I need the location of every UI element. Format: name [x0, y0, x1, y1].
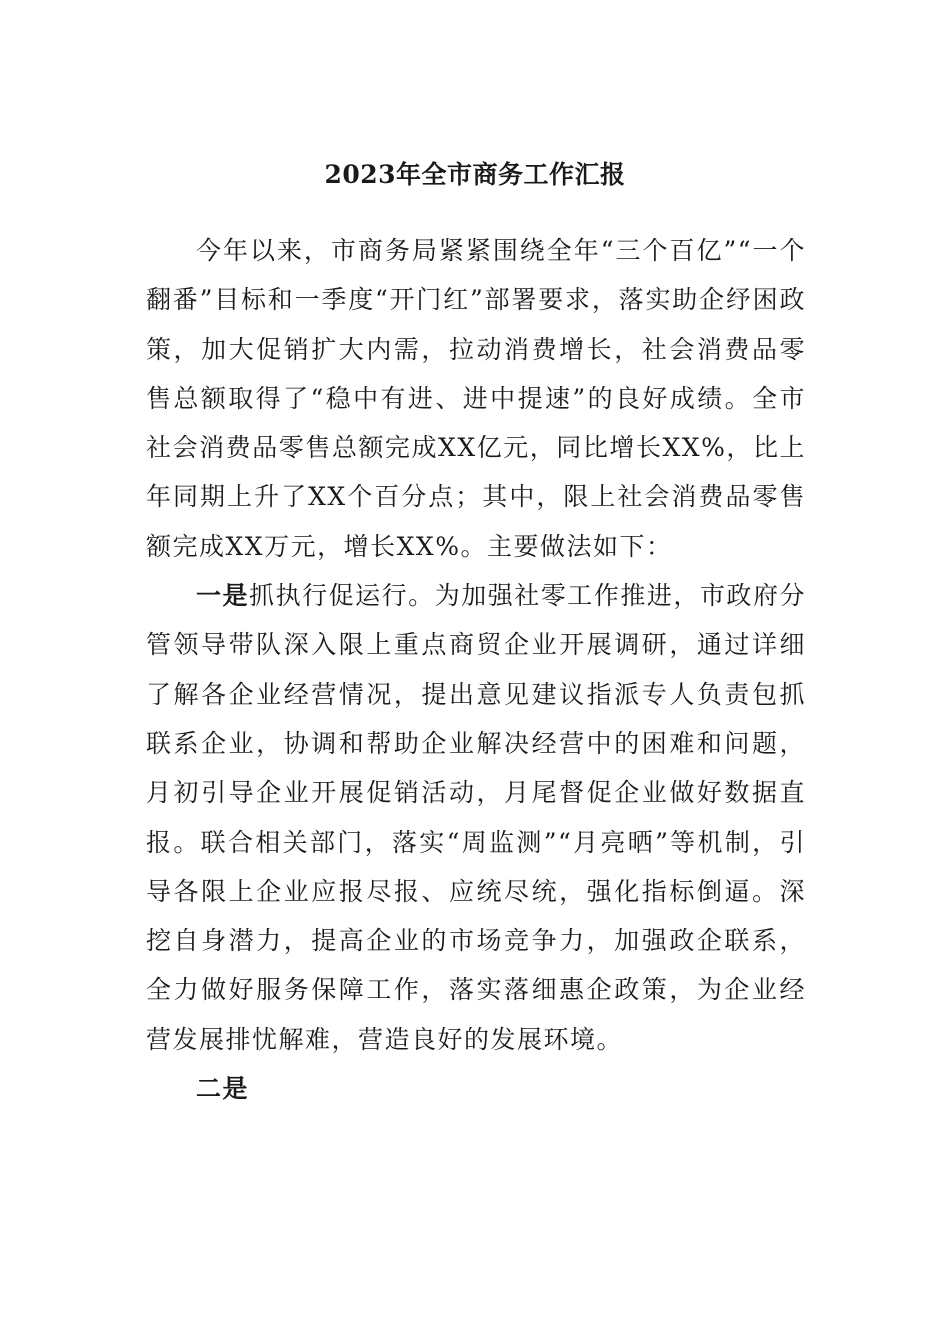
paragraph-text: 今年以来，市商务局紧紧围绕全年“三个百亿”“一个翻番”目标和一季度“开门红”部署要求，落实助企纾困政策，加大促销扩大内需，拉动消费增长，社会消费品零售总额取得了“稳中有进、进中提速”的良好成绩。全市社会消费品零售总额完成XX亿元，同比增长XX%，比上年同期上升了XX个百分点；其中，限上社会消费品零售额完成XX万元，增长XX%。主要做法如下：	[146, 236, 806, 561]
intro-paragraph	[146, 226, 806, 571]
document-body	[146, 226, 806, 1113]
point-two-paragraph	[146, 1064, 806, 1113]
point-one-paragraph	[146, 571, 806, 1064]
paragraph-lead: 一是	[196, 581, 250, 611]
document-title: 2023年全市商务工作汇报	[324, 160, 626, 189]
paragraph-lead: 二是	[196, 1074, 250, 1104]
paragraph-text: 抓执行促运行。为加强社零工作推进，市政府分管领导带队深入限上重点商贸企业开展调研，通过详细了解各企业经营情况，提出意见建议指派专人负责包抓联系企业，协调和帮助企业解决经营中的困难和问题，月初引导企业开展促销活动，月尾督促企业做好数据直报。联合相关部门，落实“周监测”“月亮晒”等机制，引导各限上企业应报尽报、应统尽统，强化指标倒逼。深挖自身潜力，提高企业的市场竞争力，加强政企联系，全力做好服务保障工作，落实落细惠企政策，为企业经营发展排忧解难，营造良好的发展环境。	[146, 581, 806, 1054]
